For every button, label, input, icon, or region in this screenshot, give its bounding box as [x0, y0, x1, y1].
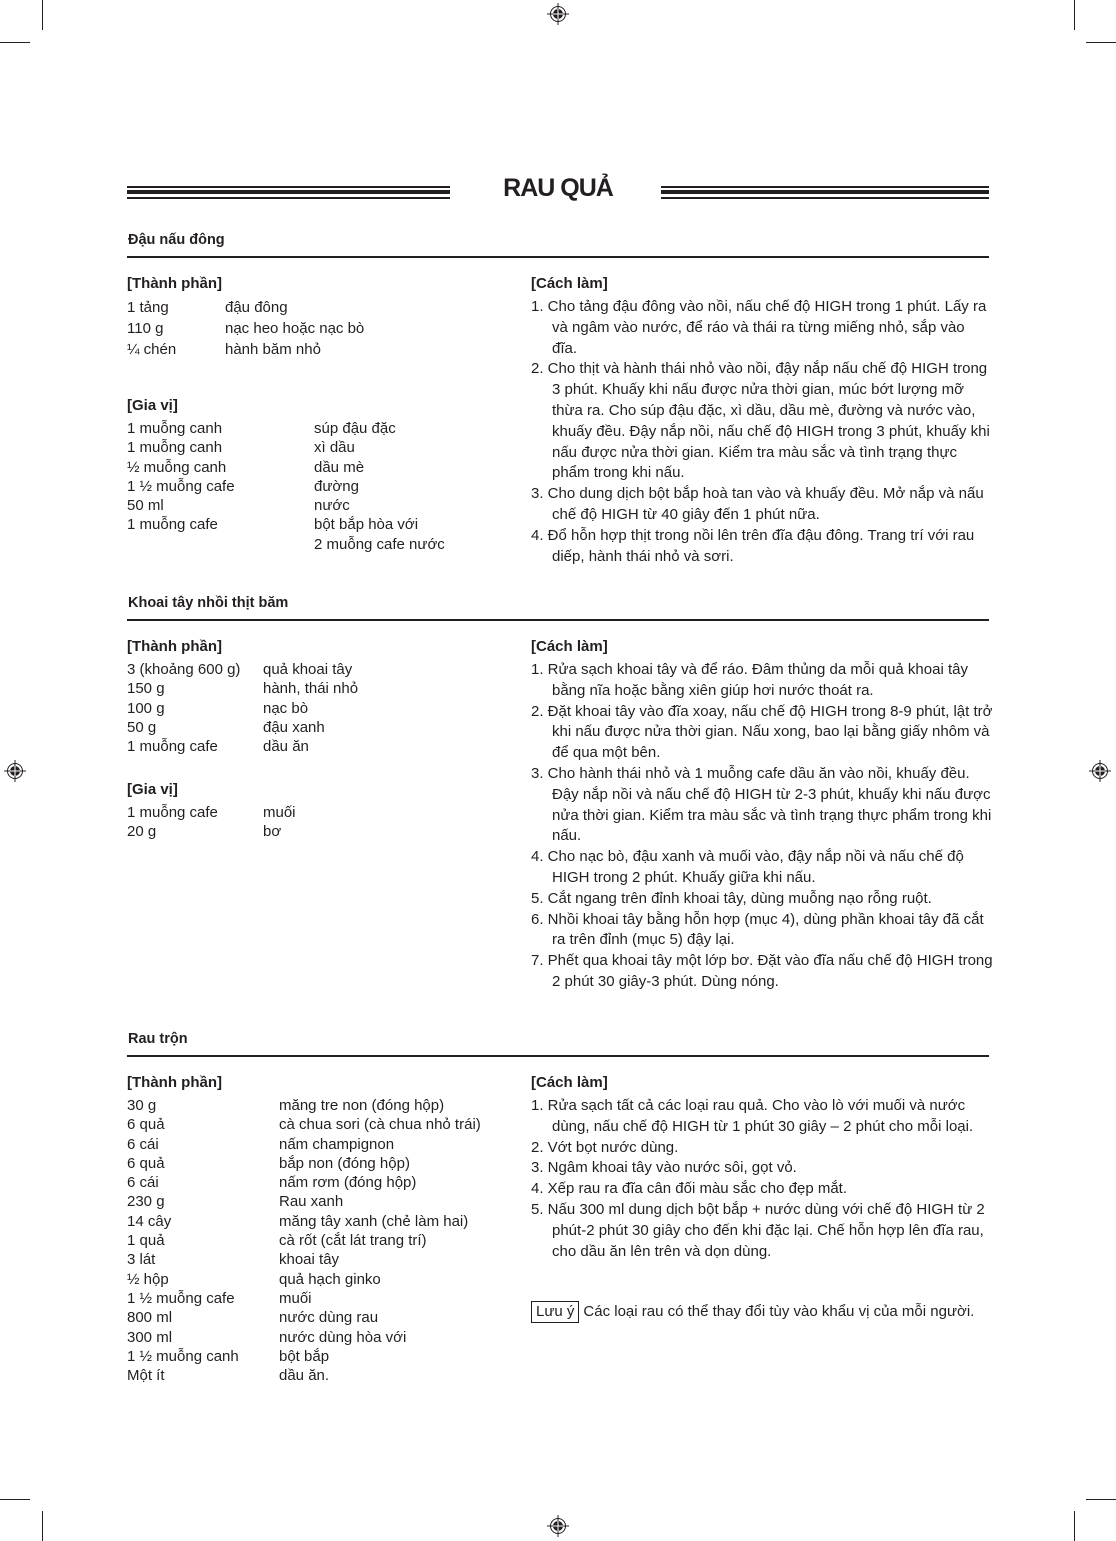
seasoning-qty: 50 ml: [127, 497, 164, 515]
ingredient-qty: ¼ chén: [127, 341, 177, 358]
ingredient-row: [127, 318, 507, 339]
seasoning-block: [127, 396, 507, 554]
ingredient-row: [127, 1231, 522, 1250]
ingredient-row: [127, 297, 507, 318]
ingredients-block: [127, 274, 507, 360]
recipe-divider: [127, 619, 989, 621]
ingredient-item: đậu xanh: [263, 718, 325, 736]
seasoning-qty: 1 muỗng canh: [127, 439, 223, 457]
ingredient-qty: 6 cái: [127, 1135, 159, 1153]
page-title: RAU QUẢ: [503, 174, 613, 202]
ingredient-item: cà rốt (cắt lát trang trí): [279, 1232, 427, 1250]
ingredient-row: [127, 1212, 522, 1231]
title-rule-left: [127, 186, 450, 200]
seasoning-block: [127, 780, 507, 842]
recipe-title: Đậu nấu đông: [128, 232, 225, 248]
ingredient-item: muối: [279, 1289, 312, 1307]
recipe-divider: [127, 1055, 989, 1057]
ingredient-item: khoai tây: [279, 1251, 340, 1269]
seasoning-row: [127, 438, 507, 457]
seasoning-item: súp đậu đặc: [314, 420, 396, 437]
ingredient-qty: Một ít: [127, 1367, 165, 1385]
method-step: 5. Nấu 300 ml dung dịch bột bắp + nước dùng với chế độ HIGH từ 2 phút-2 phút 30 giây cho đến khi đặc lại. Chế hỗn hợp lên đĩa rau, cho dầu ăn lên trên và dọn dùng.: [531, 1200, 985, 1260]
ingredient-qty: 30 g: [127, 1097, 157, 1114]
note-text: Các loại rau có thể thay đổi tùy vào khẩu vị của mỗi người.: [583, 1303, 975, 1320]
ingredient-qty: 3 lát: [127, 1251, 156, 1269]
ingredient-row: [127, 1250, 522, 1269]
note: [531, 1301, 991, 1323]
ingredient-item: dầu ăn.: [279, 1367, 330, 1385]
ingredient-row: [127, 1135, 522, 1154]
ingredient-item: quả khoai tây: [263, 661, 353, 678]
recipe-divider: [127, 256, 989, 258]
seasoning-qty: 1 muỗng cafe: [127, 516, 218, 534]
ingredient-qty: 150 g: [127, 680, 165, 698]
registration-target-icon: [4, 760, 26, 782]
seasoning-item: bơ: [263, 823, 282, 841]
ingredient-qty: 6 cái: [127, 1174, 159, 1192]
ingredient-item: nạc bò: [263, 699, 309, 717]
seasoning-heading: [Gia vị]: [127, 781, 178, 798]
crop-mark: [0, 1499, 30, 1500]
seasoning-item: dầu mè: [314, 458, 365, 476]
ingredient-item: dầu ăn: [263, 738, 309, 756]
ingredients-block: [127, 637, 507, 756]
ingredient-qty: 3 (khoảng 600 g): [127, 661, 241, 678]
method-step: 2. Cho thịt và hành thái nhỏ vào nồi, đậy nắp nấu chế độ HIGH trong 3 phút. Khuấy khi nấu được nửa thời gian, múc bớt lượng mỡ thừa ra. Cho súp đậu đặc, xì dầu, dầu mè, đường và nước vào, khuấy đều. Đậy nắp nồi, nấu chế độ HIGH trong 3 phút, khuấy khi nấu được nửa thời gian. Kiểm tra màu sắc và tình trạng thực phẩm trong khi nấu.: [531, 360, 990, 482]
ingredient-item: măng tre non (đóng hộp): [279, 1097, 445, 1114]
ingredient-qty: 1 ½ muỗng cafe: [127, 1289, 235, 1307]
ingredient-row: [127, 1366, 522, 1385]
method-step: 1. Rửa sạch tất cả các loại rau quả. Cho vào lò với muối và nước dùng, nấu chế độ HIGH từ 1 phút 30 giây – 2 phút cho mỗi loại.: [531, 1097, 974, 1135]
seasoning-item: 2 muỗng cafe nước: [314, 535, 445, 553]
seasoning-row: [127, 822, 507, 841]
ingredients-heading: [Thành phần]: [127, 638, 222, 655]
ingredient-qty: 1 muỗng cafe: [127, 738, 218, 756]
ingredient-row: [127, 737, 507, 756]
method-step: 3. Ngâm khoai tây vào nước sôi, gọt vỏ.: [531, 1159, 797, 1177]
ingredient-row: [127, 699, 507, 718]
recipe-title: Rau trộn: [128, 1031, 188, 1047]
ingredient-row: [127, 1289, 522, 1308]
ingredient-qty: 6 quả: [127, 1116, 165, 1134]
ingredient-row: [127, 339, 507, 360]
note-label: Lưu ý: [531, 1301, 579, 1323]
ingredient-qty: 6 quả: [127, 1154, 165, 1172]
seasoning-row: [127, 803, 507, 822]
crop-mark: [42, 1511, 43, 1541]
seasoning-qty: 1 muỗng canh: [127, 420, 223, 437]
ingredient-qty: 800 ml: [127, 1309, 173, 1327]
ingredient-item: bột bắp: [279, 1347, 330, 1365]
seasoning-row: [127, 477, 507, 496]
crop-mark: [1086, 1499, 1116, 1500]
ingredient-item: quả hạch ginko: [279, 1270, 381, 1288]
method-block: [531, 1073, 993, 1262]
ingredients-heading: [Thành phần]: [127, 275, 222, 292]
method-step: 4. Đổ hỗn hợp thịt trong nồi lên trên đĩa đậu đông. Trang trí với rau diếp, hành thái nhỏ và sơri.: [531, 526, 975, 565]
crop-mark: [0, 42, 30, 43]
method-step: 1. Cho tảng đậu đông vào nồi, nấu chế độ HIGH trong 1 phút. Lấy ra và ngâm vào nước, để ráo và thái ra từng miếng nhỏ, sắp vào đĩa.: [531, 298, 987, 357]
ingredient-row: [127, 1328, 522, 1347]
ingredient-qty: 1 quả: [127, 1232, 165, 1250]
registration-target-icon: [547, 3, 569, 25]
recipe-title: Khoai tây nhồi thịt băm: [128, 595, 289, 611]
method-steps: [531, 660, 993, 993]
ingredients-heading: [Thành phần]: [127, 1074, 222, 1091]
ingredient-item: măng tây xanh (chẻ làm hai): [279, 1212, 469, 1230]
seasoning-qty: 1 muỗng cafe: [127, 804, 218, 821]
registration-target-icon: [547, 1515, 569, 1537]
ingredient-row: [127, 1192, 522, 1211]
seasoning-item: đường: [314, 477, 359, 495]
seasoning-item: xì dầu: [314, 439, 355, 457]
ingredient-qty: 1 tảng: [127, 299, 169, 316]
registration-target-icon: [1089, 760, 1111, 782]
method-step: 4. Cho nạc bò, đậu xanh và muối vào, đậy nắp nồi và nấu chế độ HIGH trong 2 phút. Khuấy giữa khi nấu.: [531, 848, 964, 886]
ingredient-qty: 1 ½ muỗng canh: [127, 1347, 239, 1365]
ingredient-row: [127, 660, 507, 679]
ingredient-row: [127, 679, 507, 698]
crop-mark: [1086, 42, 1116, 43]
ingredient-item: nấm champignon: [279, 1135, 395, 1153]
crop-mark: [1074, 1511, 1075, 1541]
ingredient-row: [127, 1308, 522, 1327]
method-step: 3. Cho hành thái nhỏ và 1 muỗng cafe dầu ăn vào nồi, khuấy đều. Đậy nắp nồi và nấu chế độ HIGH từ 2-3 phút, khuấy khi nấu được nửa thời gian. Kiểm tra màu sắc và tình trạng thực phẩm trong khi nấu.: [531, 764, 992, 845]
seasoning-heading: [Gia vị]: [127, 397, 178, 414]
ingredient-item: bắp non (đóng hộp): [279, 1154, 410, 1172]
ingredient-qty: 14 cây: [127, 1212, 172, 1230]
ingredient-qty: 230 g: [127, 1193, 165, 1211]
ingredients-block: [127, 1073, 522, 1385]
ingredient-item: nạc heo hoặc nạc bò: [225, 320, 365, 337]
ingredient-row: [127, 1115, 522, 1134]
method-step: 5. Cắt ngang trên đỉnh khoai tây, dùng muỗng nạo rỗng ruột.: [531, 889, 932, 907]
ingredient-item: cà chua sori (cà chua nhỏ trái): [279, 1116, 481, 1134]
ingredient-item: hành, thái nhỏ: [263, 680, 359, 698]
ingredient-qty: 110 g: [127, 320, 164, 337]
ingredient-item: đậu đông: [225, 299, 288, 316]
ingredient-row: [127, 718, 507, 737]
crop-mark: [42, 0, 43, 30]
ingredient-qty: 100 g: [127, 699, 165, 717]
method-block: [531, 637, 993, 993]
ingredient-row: [127, 1154, 522, 1173]
method-step: 3. Cho dung dịch bột bắp hoà tan vào và khuấy đều. Mở nắp và nấu chế độ HIGH từ 40 giây đến 1 phút nữa.: [531, 485, 984, 523]
ingredient-row: [127, 1347, 522, 1366]
seasoning-item: muối: [263, 804, 296, 821]
seasoning-item: nước: [314, 497, 350, 515]
ingredient-qty: ½ hộp: [127, 1270, 169, 1288]
ingredient-item: hành băm nhỏ: [225, 341, 321, 358]
method-step: 1. Rửa sạch khoai tây và để ráo. Đâm thủng da mỗi quả khoai tây bằng nĩa hoặc bằng xiên giúp hơi nước thoát ra.: [531, 661, 968, 699]
method-heading: [Cách làm]: [531, 638, 608, 655]
method-step: 6. Nhồi khoai tây bằng hỗn hợp (mục 4), dùng phần khoai tây đã cắt ra trên đỉnh (mục 5) đậy lại.: [531, 910, 984, 949]
method-step: 7. Phết qua khoai tây một lớp bơ. Đặt vào đĩa nấu chế độ HIGH trong 2 phút 30 giây-3 phút. Dùng nóng.: [531, 952, 993, 990]
ingredient-item: nước dùng hòa với: [279, 1328, 407, 1346]
seasoning-qty: ½ muỗng canh: [127, 458, 227, 476]
ingredient-qty: 50 g: [127, 718, 157, 736]
method-steps: [531, 1096, 993, 1262]
ingredient-row: [127, 1096, 522, 1115]
seasoning-row: [127, 535, 507, 554]
method-block: [531, 274, 993, 567]
seasoning-qty: 1 ½ muỗng cafe: [127, 477, 235, 495]
ingredient-row: [127, 1173, 522, 1192]
method-heading: [Cách làm]: [531, 275, 608, 292]
method-step: 4. Xếp rau ra đĩa cân đối màu sắc cho đẹp mắt.: [531, 1180, 848, 1198]
ingredient-item: nước dùng rau: [279, 1309, 379, 1327]
method-step: 2. Vớt bọt nước dùng.: [531, 1138, 679, 1156]
seasoning-item: bột bắp hòa với: [314, 516, 419, 534]
method-steps: [531, 297, 993, 567]
crop-mark: [1074, 0, 1075, 30]
seasoning-row: [127, 419, 507, 438]
ingredient-item: Rau xanh: [279, 1193, 344, 1211]
seasoning-row: [127, 496, 507, 515]
seasoning-qty: 20 g: [127, 823, 157, 841]
ingredient-qty: 300 ml: [127, 1328, 173, 1346]
seasoning-row: [127, 458, 507, 477]
seasoning-row: [127, 515, 507, 534]
ingredient-row: [127, 1270, 522, 1289]
seasoning-qty: [127, 535, 314, 554]
method-step: 2. Đặt khoai tây vào đĩa xoay, nấu chế độ HIGH trong 8-9 phút, lật trở khi nấu được nửa thời gian. Nấu xong, bao lại bằng giấy nhôm và để qua một bên.: [531, 702, 993, 762]
title-rule-right: [661, 186, 989, 200]
ingredient-item: nấm rơm (đóng hộp): [279, 1174, 417, 1192]
method-heading: [Cách làm]: [531, 1074, 608, 1091]
